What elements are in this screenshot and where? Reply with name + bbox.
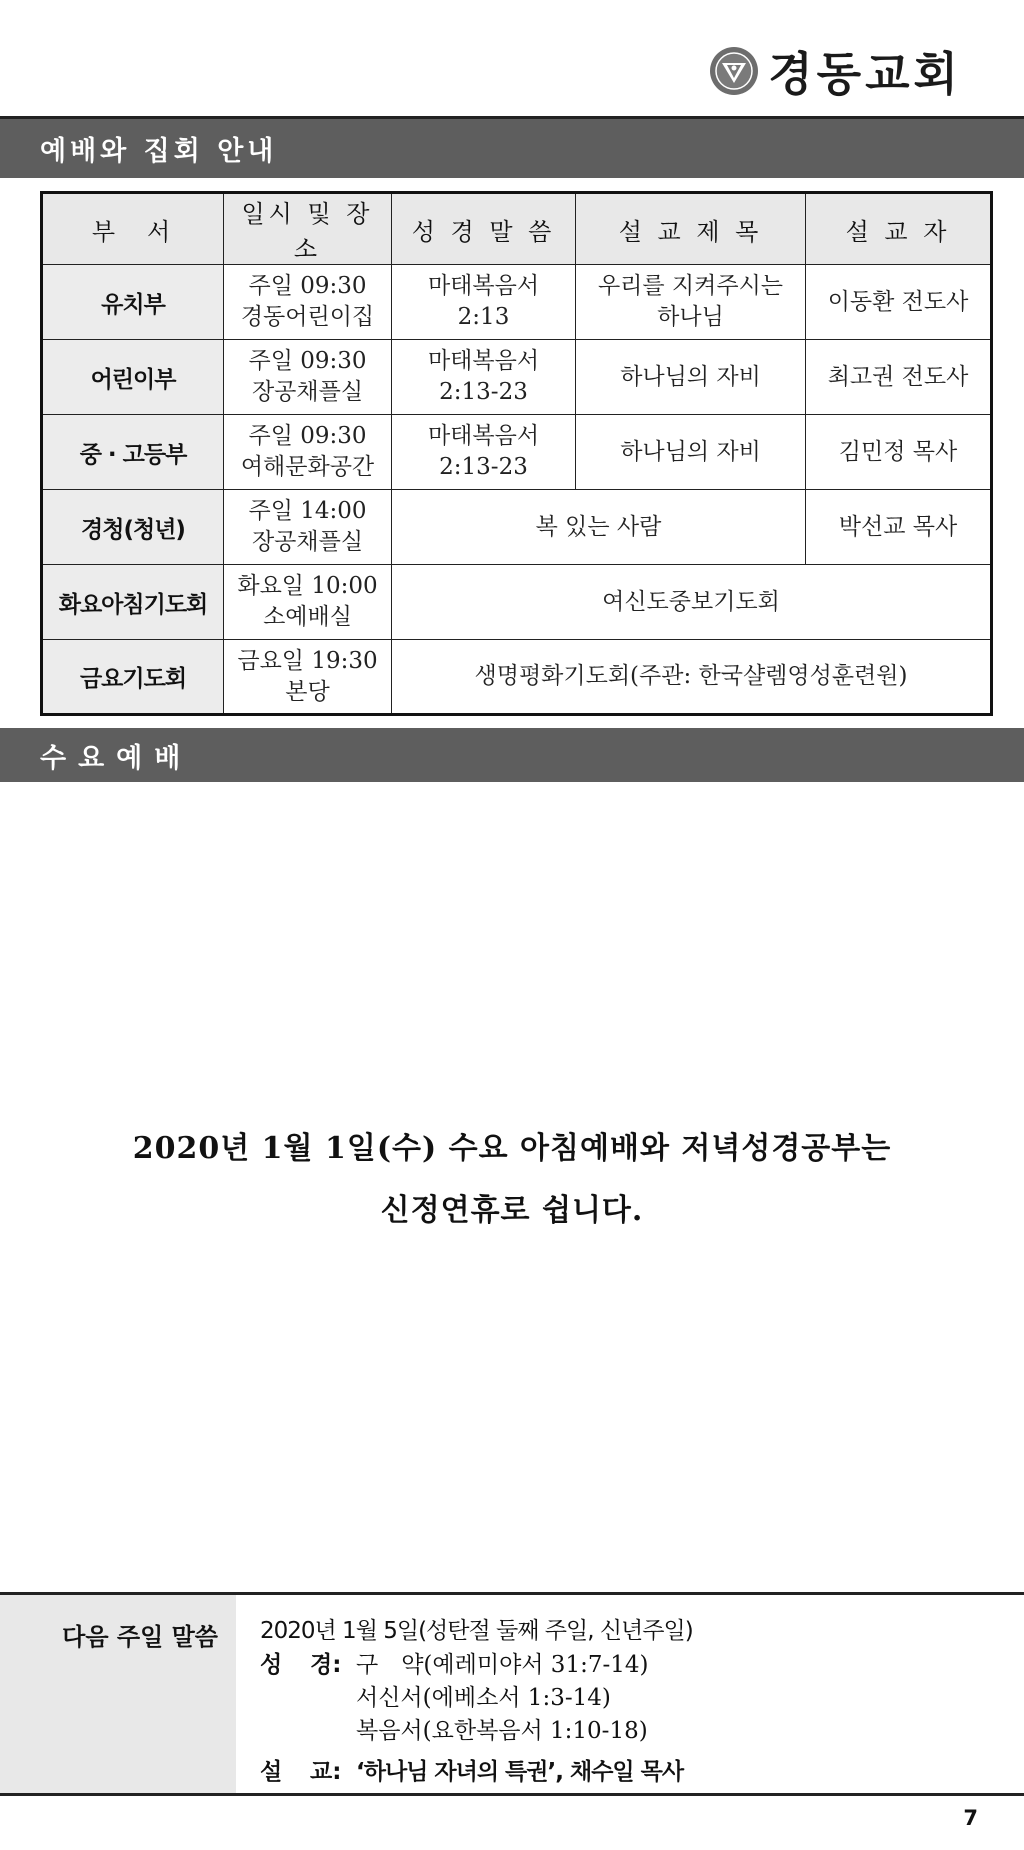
- table-row: [42, 340, 992, 415]
- scripture-item: 구 약(예레미야서 31:7-14): [356, 1652, 649, 1678]
- header-scripture: 성 경 말 씀: [392, 193, 576, 265]
- time-place-cell: 주일 09:30 여해문화공간: [224, 415, 392, 490]
- next-sunday-content: [236, 1595, 1024, 1793]
- sermon-key: 설 교:: [260, 1759, 342, 1785]
- schedule-table: [40, 191, 993, 716]
- header-sermon-title: 설 교 제 목: [576, 193, 806, 265]
- scripture-item: 서신서(에베소서 1:3-14): [356, 1685, 611, 1711]
- time-place-cell: 주일 09:30 장공채플실: [224, 340, 392, 415]
- section-title-text: 예배와 집회 안내: [40, 136, 278, 167]
- time-place-cell: 금요일 19:30 본당: [224, 640, 392, 715]
- church-logo: [710, 38, 962, 104]
- section-title-worship-guide: [0, 116, 1024, 178]
- table-row: [42, 415, 992, 490]
- section-title-text: 수요예배: [40, 742, 193, 774]
- table-row: [42, 565, 992, 640]
- notice-line-1: 2020년 1월 1일(수) 수요 아침예배와 저녁성경공부는: [132, 1131, 892, 1166]
- sermon-row: [260, 1756, 1024, 1789]
- dept-cell: 유치부: [42, 265, 224, 340]
- preacher-cell: 김민정 목사: [806, 415, 992, 490]
- sermon-title: ‘하나님 자녀의 특권’, 채수일 목사: [356, 1759, 684, 1785]
- holiday-notice: [0, 1118, 1024, 1242]
- scripture-list: [356, 1649, 648, 1748]
- table-header-row: [42, 193, 992, 265]
- table-row: [42, 490, 992, 565]
- preacher-cell: 최고권 전도사: [806, 340, 992, 415]
- notice-line-2: 신정연휴로 쉽니다.: [380, 1193, 644, 1228]
- merged-program-cell: 여신도중보기도회: [392, 565, 992, 640]
- sermon-title-cell: 하나님의 자비: [576, 340, 806, 415]
- next-sunday-box: [0, 1592, 1024, 1796]
- header-dept: 부 서: [42, 193, 224, 265]
- scripture-cell: 마태복음서 2:13: [392, 265, 576, 340]
- scripture-row: [260, 1649, 1024, 1748]
- sermon-title-cell: 하나님의 자비: [576, 415, 806, 490]
- merged-program-cell: 생명평화기도회(주관: 한국샬렘영성훈련원): [392, 640, 992, 715]
- section-title-wednesday-worship: [0, 728, 1024, 782]
- table-row: [42, 640, 992, 715]
- church-name: 경동교회: [768, 47, 962, 101]
- header-preacher: 설 교 자: [806, 193, 992, 265]
- preacher-cell: 이동환 전도사: [806, 265, 992, 340]
- time-place-cell: 화요일 10:00 소예배실: [224, 565, 392, 640]
- scripture-cell: 마태복음서 2:13-23: [392, 340, 576, 415]
- next-sunday-date: 2020년 1월 5일(성탄절 둘째 주일, 신년주일): [260, 1618, 693, 1644]
- church-emblem-icon: [710, 47, 758, 95]
- page-number: 7: [963, 1806, 978, 1830]
- header-time-place: 일시 및 장소: [224, 193, 392, 265]
- merged-program-cell: 복 있는 사람: [392, 490, 806, 565]
- next-sunday-label: 다음 주일 말씀: [0, 1595, 236, 1793]
- dept-cell: 화요아침기도회: [42, 565, 224, 640]
- time-place-cell: 주일 09:30 경동어린이집: [224, 265, 392, 340]
- dept-cell: 어린이부: [42, 340, 224, 415]
- dept-cell: 경청(청년): [42, 490, 224, 565]
- time-place-cell: 주일 14:00 장공채플실: [224, 490, 392, 565]
- scripture-item: 복음서(요한복음서 1:10-18): [356, 1718, 648, 1744]
- dept-cell: 중 · 고등부: [42, 415, 224, 490]
- scripture-cell: 마태복음서 2:13-23: [392, 415, 576, 490]
- sermon-title-cell: 우리를 지켜주시는 하나님: [576, 265, 806, 340]
- dept-cell: 금요기도회: [42, 640, 224, 715]
- scripture-key: 성 경:: [260, 1652, 342, 1678]
- preacher-cell: 박선교 목사: [806, 490, 992, 565]
- table-row: [42, 265, 992, 340]
